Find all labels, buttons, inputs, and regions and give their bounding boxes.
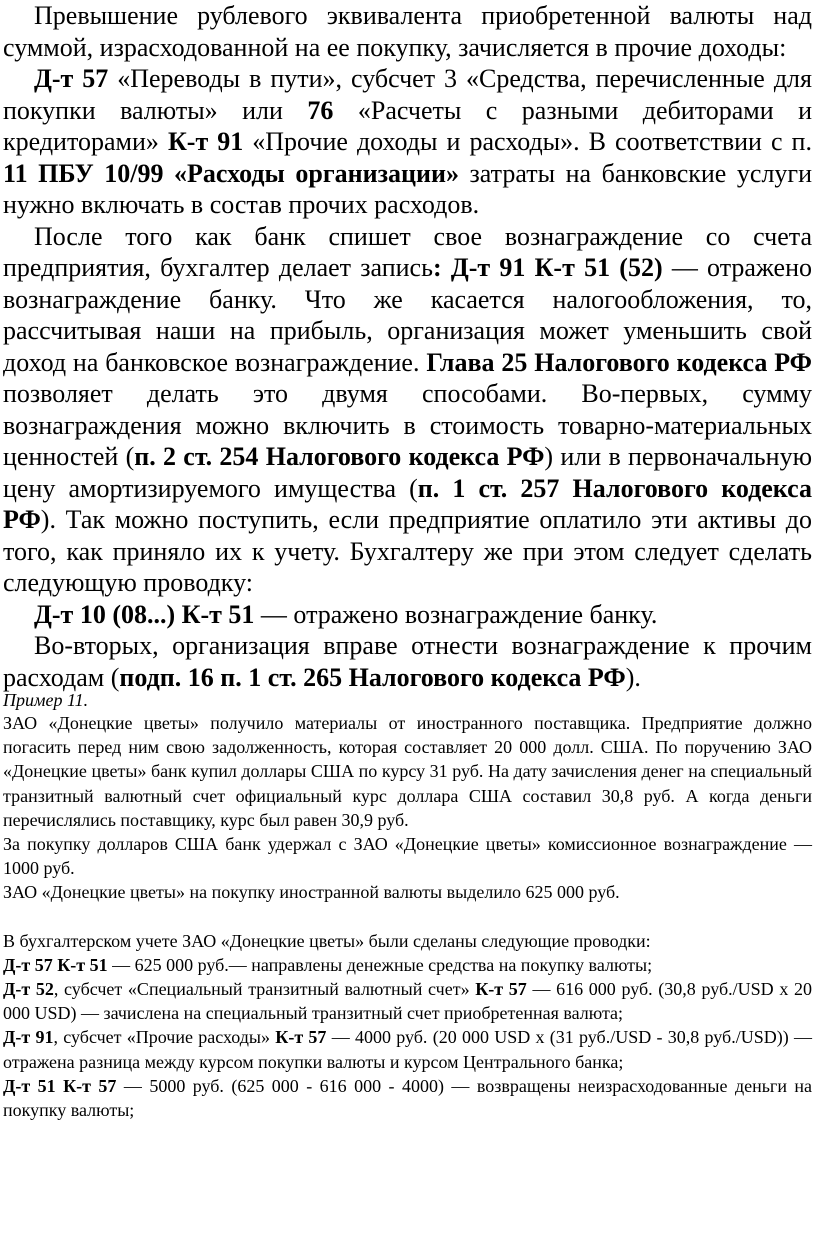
bold-reference: Д-т 10 (08...) К-т 51	[34, 599, 255, 629]
paragraph-posting-57-91	[3, 63, 812, 221]
text-run: Превышение рублевого эквивалента приобретенной валюты над суммой, израсходованной на ее покупку, зачисляется в прочие доходы:	[3, 1, 812, 62]
text-run: Пример 11.	[3, 690, 89, 710]
text-run: Во-вторых, организация вправе отнести вознаграждение к прочим расходам (	[3, 631, 812, 692]
text-run: «Переводы в пути», субсчет 3 «Средства, перечисленные для покупки валюты» или	[3, 64, 812, 125]
text-run: — 625 000 руб.— направлены денежные средства на покупку валюты;	[107, 954, 653, 975]
bold-reference: п. 2 ст. 254 Налогового кодекса РФ	[134, 442, 545, 471]
paragraph-bank-fee	[3, 221, 812, 599]
text-run: ). Так можно поступить, если предприятие оплатило эти активы до того, как приняло их к учету. Бухгалтеру же при этом следует сделать следующую проводку:	[3, 505, 812, 597]
bold-reference: К-т 91	[167, 127, 244, 156]
text-run: После того как банк спишет свое вознаграждение со счета предприятия, бухгалтер делает запись	[3, 221, 812, 282]
example-paragraph-allocation	[3, 880, 812, 904]
bold-reference: подп. 16 п. 1 ст. 265 Налогового кодекса РФ	[119, 662, 626, 692]
text-run: , субсчет «Специальный транзитный валютный счет»	[53, 979, 476, 1000]
text-run: За покупку долларов США банк удержал с ЗАО «Донецкие цветы» комиссионное вознаграждение — 1000 руб.	[3, 834, 812, 879]
paragraph-other-income	[3, 0, 812, 63]
bold-reference: п. 1 ст. 257 Налогового кодекса РФ	[3, 473, 812, 534]
main-text-section	[3, 0, 812, 693]
text-run: «Расчеты с разными дебиторами и кредиторами»	[3, 95, 813, 156]
example-postings-intro	[3, 929, 812, 953]
text-run: затраты на банковские услуги нужно включать в состав прочих расходов.	[3, 158, 812, 219]
example-paragraph-materials	[3, 711, 812, 832]
text-run: — отражено вознаграждение банку.	[254, 599, 658, 629]
example-posting-52-57	[3, 977, 812, 1025]
bold-reference: Глава 25 Налогового кодекса РФ	[426, 347, 812, 377]
bold-reference: К-т 57	[475, 979, 527, 1000]
bold-reference: К-т 57	[275, 1027, 327, 1048]
text-run: ЗАО «Донецкие цветы» на покупку иностранной валюты выделило 625 000 руб.	[3, 882, 620, 903]
text-run: ЗАО «Донецкие цветы» получило материалы от иностранного поставщика. Предприятие должно погасить перед ним свою задолженность, которая составляет 20 000 долл. США. По поручению ЗАО «Донецкие цветы» банк купил доллары США по курсу 31 руб. На дату зачисления денег на специальный транзитный валютный счет официальный курс доллара США составил 30,8 руб. А когда деньги перечислялись поставщику, курс был равен 30,9 руб.	[3, 713, 812, 830]
bold-reference: Д-т 52	[3, 979, 54, 1000]
example-posting-91-57	[3, 1025, 812, 1073]
paragraph-posting-10-51	[3, 599, 812, 631]
text-run: ).	[625, 662, 641, 692]
text-run: В бухгалтерском учете ЗАО «Донецкие цветы» были сделаны следующие проводки:	[3, 930, 651, 951]
example-posting-51-57	[3, 1074, 812, 1122]
paragraph-other-expenses	[3, 630, 812, 693]
bold-reference: : Д-т 91 К-т 51 (52)	[432, 253, 663, 282]
bold-reference: Д-т 51 К-т 57	[3, 1075, 117, 1096]
example-section	[3, 689, 812, 1122]
example-paragraph-commission	[3, 832, 812, 880]
text-run: — 5000 руб. (625 000 - 616 000 - 4000) — возвращены неизрасходованные деньги на покупку валюты;	[3, 1075, 813, 1121]
bold-reference: Д-т 91	[3, 1027, 54, 1048]
text-run: позволяет делать это двумя способами. Во-первых, сумму вознаграждения можно включить в стоимость товарно-материальных ценностей (	[3, 379, 812, 471]
text-run: , субсчет «Прочие расходы»	[53, 1027, 276, 1048]
example-posting-57-51	[3, 953, 812, 977]
bold-reference: 76	[307, 95, 334, 125]
bold-reference: Д-т 57	[34, 64, 109, 93]
text-run: «Прочие доходы и расходы». В соответствии с п.	[243, 127, 812, 156]
bold-reference: 11 ПБУ 10/99 «Расходы организации»	[3, 158, 459, 188]
bold-reference: Д-т 57 К-т 51	[3, 954, 108, 975]
text-run: — отражено вознаграждение банку. Что же касается налогообложения, то, рассчитывая наши на прибыль, организация может уменьшить свой доход на банковское вознаграждение.	[3, 253, 813, 377]
text-run: ) или в первоначальную цену амортизируемого имущества (	[3, 442, 813, 503]
text-run: — 616 000 руб. (30,8 руб./USD x 20 000 USD) — зачислена на специальный транзитный счет приобретенная валюта;	[3, 979, 812, 1024]
text-run: — 4000 руб. (20 000 USD x (31 руб./USD - 30,8 руб./USD)) — отражена разница между курсом покупки валюты и курсом Центрального банка;	[3, 1027, 812, 1072]
